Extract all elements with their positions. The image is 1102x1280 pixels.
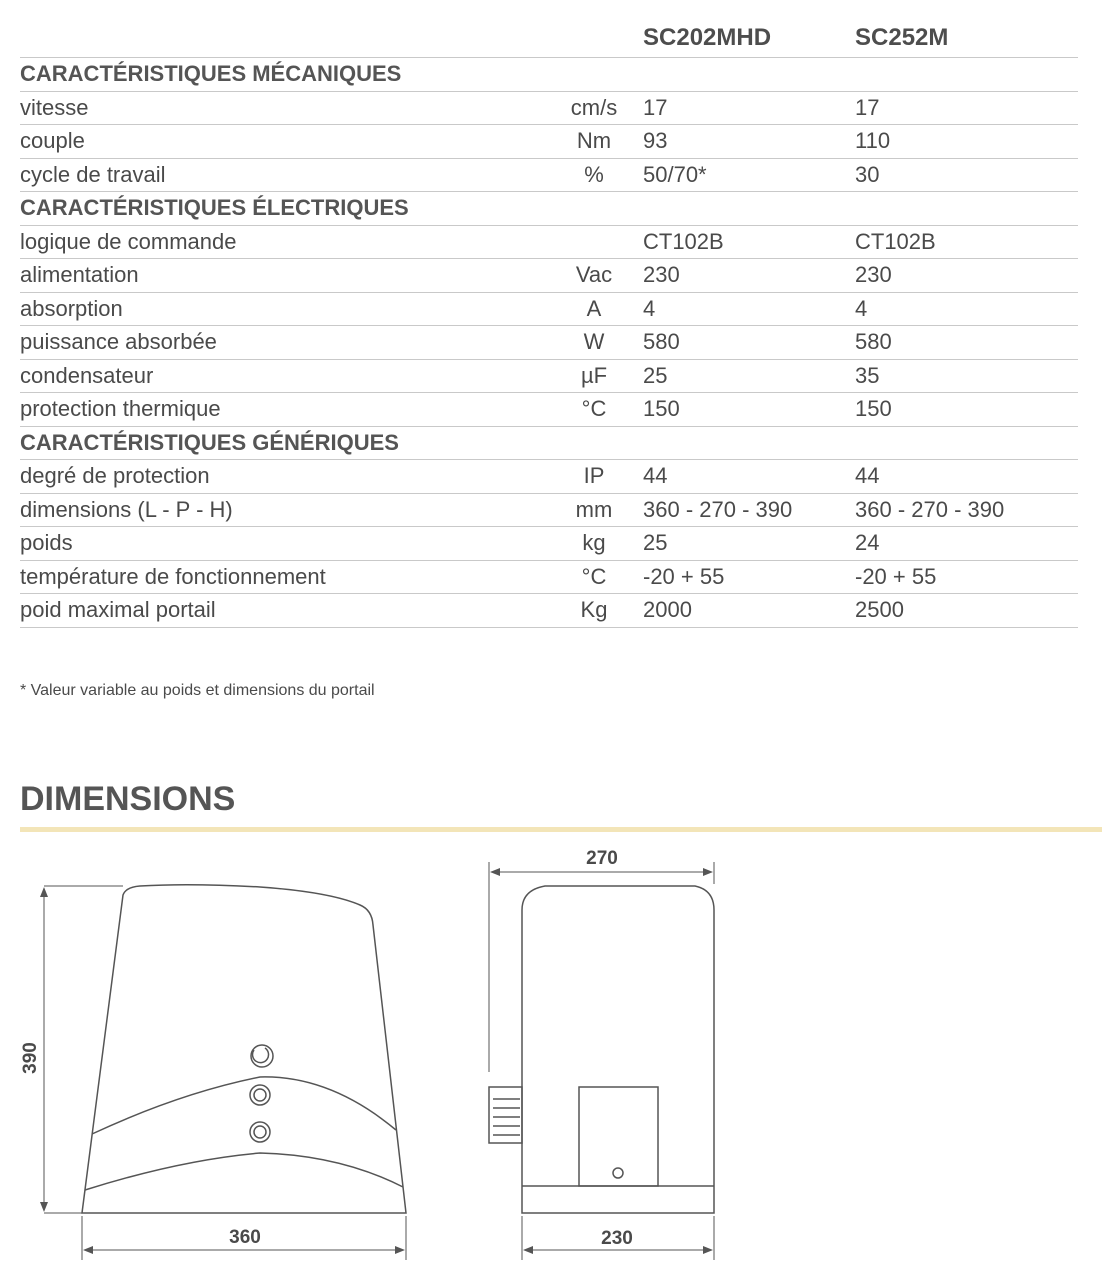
spec-row: [20, 560, 1078, 594]
section-title: CARACTÉRISTIQUES ÉLECTRIQUES: [20, 192, 1078, 226]
spec-label: protection thermique: [20, 393, 545, 427]
spec-label: vitesse: [20, 91, 545, 125]
model-1-value: 580: [643, 326, 855, 360]
model-1-value: -20 + 55: [643, 560, 855, 594]
model-2-value: CT102B: [855, 225, 1078, 259]
model-2-header: SC252M: [855, 18, 1078, 58]
model-1-value: 25: [643, 359, 855, 393]
spec-unit: µF: [545, 359, 643, 393]
front-view: [82, 885, 406, 1213]
model-2-value: 110: [855, 125, 1078, 159]
spec-row: [20, 225, 1078, 259]
spec-label: degré de protection: [20, 460, 545, 494]
section-header-row: [20, 58, 1078, 92]
model-1-value: 93: [643, 125, 855, 159]
spec-unit: Vac: [545, 259, 643, 293]
model-1-value: CT102B: [643, 225, 855, 259]
model-1-header: SC202MHD: [643, 18, 855, 58]
dimension-drawing: [0, 840, 1102, 1280]
model-2-value: 24: [855, 527, 1078, 561]
model-2-value: 17: [855, 91, 1078, 125]
model-header-row: [20, 18, 1078, 58]
spec-unit: cm/s: [545, 91, 643, 125]
spec-label: poids: [20, 527, 545, 561]
spec-unit: [545, 225, 643, 259]
side-body-outline: [522, 886, 714, 1213]
dimensions-title: DIMENSIONS: [20, 780, 236, 818]
spec-label: puissance absorbée: [20, 326, 545, 360]
spec-label: absorption: [20, 292, 545, 326]
spec-row: [20, 326, 1078, 360]
model-1-value: 4: [643, 292, 855, 326]
spec-unit: Kg: [545, 594, 643, 628]
model-1-value: 360 - 270 - 390: [643, 493, 855, 527]
model-1-value: 150: [643, 393, 855, 427]
spec-unit: kg: [545, 527, 643, 561]
spec-row: [20, 292, 1078, 326]
spec-row: [20, 460, 1078, 494]
front-button-1: [250, 1085, 270, 1105]
spec-row: [20, 359, 1078, 393]
model-2-value: 580: [855, 326, 1078, 360]
spec-unit: IP: [545, 460, 643, 494]
front-button-2: [250, 1122, 270, 1142]
spec-label: cycle de travail: [20, 158, 545, 192]
model-1-value: 50/70*: [643, 158, 855, 192]
spec-row: [20, 493, 1078, 527]
model-1-value: 44: [643, 460, 855, 494]
spec-unit: Nm: [545, 125, 643, 159]
side-door-lock: [613, 1168, 623, 1178]
model-2-value: 35: [855, 359, 1078, 393]
side-connector-block: [489, 1087, 522, 1143]
spec-row: [20, 125, 1078, 159]
front-body-outline: [82, 885, 406, 1213]
dimensions-accent-bar: [20, 827, 1102, 832]
spec-row: [20, 527, 1078, 561]
spec-unit: mm: [545, 493, 643, 527]
spec-label: couple: [20, 125, 545, 159]
model-1-value: 17: [643, 91, 855, 125]
spec-row: [20, 91, 1078, 125]
model-2-value: 230: [855, 259, 1078, 293]
front-lower-band: [85, 1153, 403, 1190]
spec-row: [20, 259, 1078, 293]
spec-label: alimentation: [20, 259, 545, 293]
section-header-row: [20, 426, 1078, 460]
model-2-value: 30: [855, 158, 1078, 192]
spec-unit: °C: [545, 560, 643, 594]
spec-label: logique de commande: [20, 225, 545, 259]
model-2-value: 360 - 270 - 390: [855, 493, 1078, 527]
spec-row: [20, 393, 1078, 427]
model-1-value: 2000: [643, 594, 855, 628]
side-door: [579, 1087, 658, 1186]
section-title: CARACTÉRISTIQUES GÉNÉRIQUES: [20, 426, 1078, 460]
side-base-label: 230: [601, 1228, 633, 1249]
model-1-value: 230: [643, 259, 855, 293]
section-title: CARACTÉRISTIQUES MÉCANIQUES: [20, 58, 1078, 92]
model-2-value: 150: [855, 393, 1078, 427]
spec-body: [20, 58, 1078, 628]
model-2-value: 4: [855, 292, 1078, 326]
front-height-dimension: [44, 886, 123, 1213]
spec-label: dimensions (L - P - H): [20, 493, 545, 527]
spec-unit: W: [545, 326, 643, 360]
reset-icon: [251, 1045, 273, 1067]
model-2-value: 44: [855, 460, 1078, 494]
side-depth-label: 270: [586, 848, 618, 869]
section-header-row: [20, 192, 1078, 226]
spec-unit: %: [545, 158, 643, 192]
front-upper-band: [92, 1077, 396, 1134]
spec-label: poid maximal portail: [20, 594, 545, 628]
model-2-value: -20 + 55: [855, 560, 1078, 594]
side-view: [489, 886, 714, 1213]
header-empty-unit: [545, 18, 643, 58]
spec-table: [20, 18, 1078, 628]
model-1-value: 25: [643, 527, 855, 561]
model-2-value: 2500: [855, 594, 1078, 628]
spec-row: [20, 158, 1078, 192]
spec-row: [20, 594, 1078, 628]
front-width-label: 360: [229, 1227, 261, 1248]
header-empty-label: [20, 18, 545, 58]
front-height-label: 390: [20, 1042, 41, 1074]
spec-label: température de fonctionnement: [20, 560, 545, 594]
footnote: * Valeur variable au poids et dimensions du portail: [20, 682, 375, 699]
spec-unit: °C: [545, 393, 643, 427]
spec-unit: A: [545, 292, 643, 326]
spec-label: condensateur: [20, 359, 545, 393]
